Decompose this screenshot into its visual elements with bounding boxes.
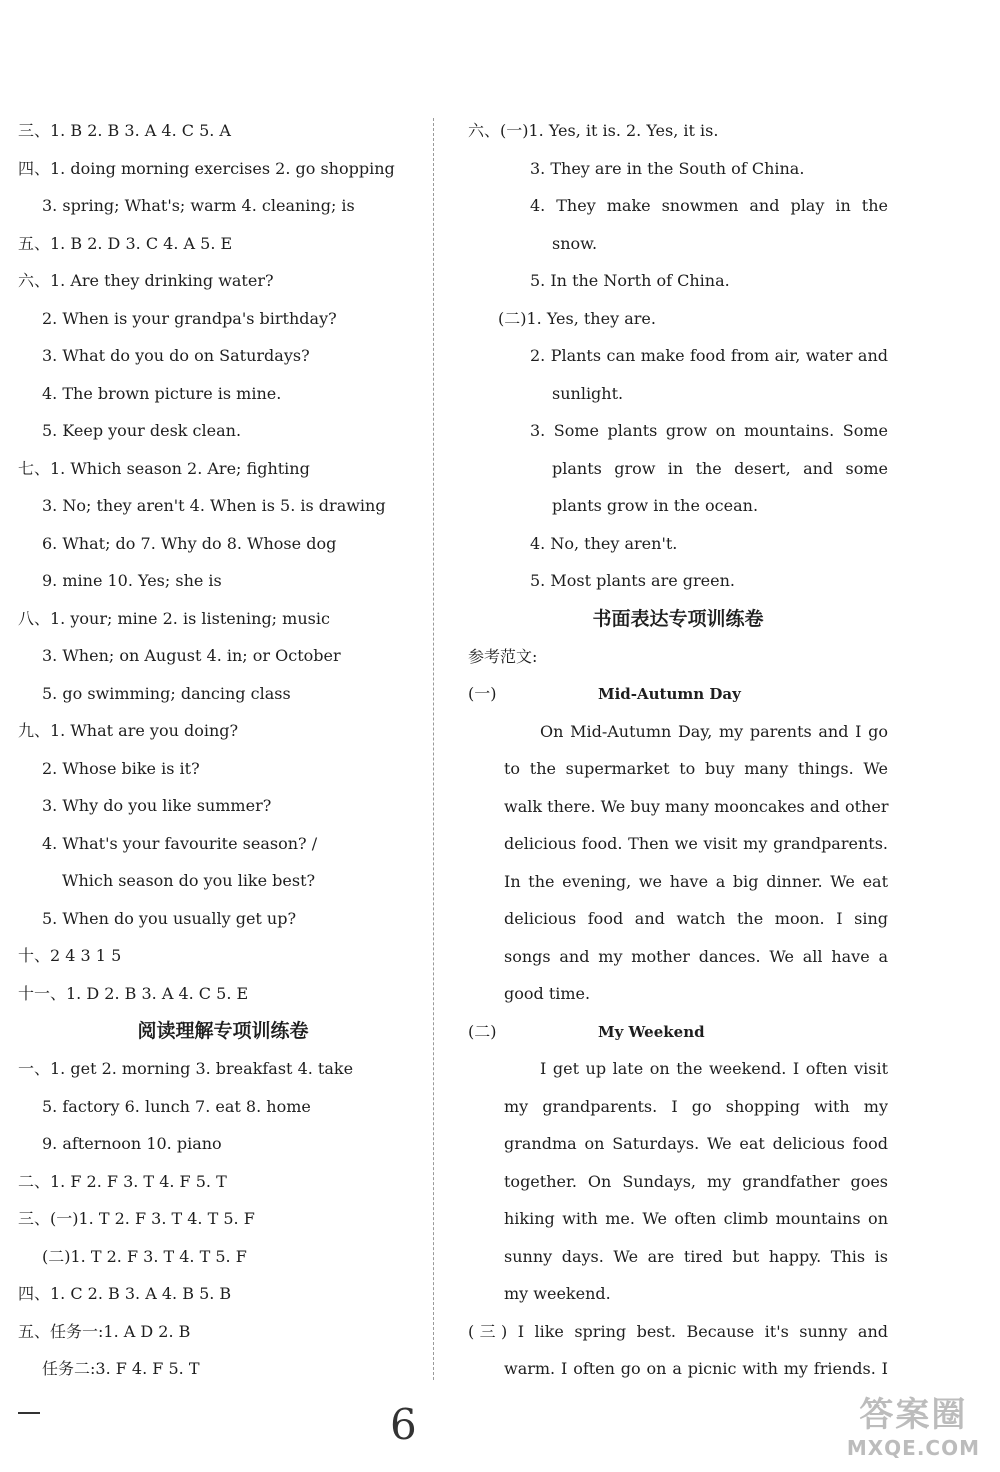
answer-line: my grandparents. I go shopping with my xyxy=(504,1096,888,1116)
page-number: 6 xyxy=(390,1400,417,1449)
answer-line: 参考范文: xyxy=(468,646,538,666)
essay-label: (二) xyxy=(468,1021,497,1041)
answer-line: 七、1. Which season 2. Are; fighting xyxy=(18,458,310,478)
answer-line: (二)1. T 2. F 3. T 4. T 5. F xyxy=(42,1246,247,1266)
watermark-url: MXQE.COM xyxy=(846,1436,980,1460)
answer-line: 6. What; do 7. Why do 8. Whose dog xyxy=(42,533,337,553)
answer-line: (三) I like spring best. Because it's sunny and xyxy=(468,1321,888,1341)
answer-line: good time. xyxy=(504,984,591,1003)
answer-line: together. On Sundays, my grandfather goes xyxy=(504,1171,888,1191)
answer-line: walk there. We buy many mooncakes and other xyxy=(504,796,889,816)
essay-label: (一) xyxy=(468,684,497,703)
answer-line: 十、2 4 3 1 5 xyxy=(18,946,122,965)
answer-line: warm. I often go on a picnic with my friends. I xyxy=(504,1359,888,1378)
answer-line: 4. They make snowmen and play in the xyxy=(530,196,888,215)
answer-line: plants grow in the ocean. xyxy=(552,496,759,515)
left-column xyxy=(18,112,428,1388)
answer-line: 4. No, they aren't. xyxy=(530,533,678,553)
answer-line: 3. They are in the South of China. xyxy=(530,158,805,178)
answer-line: 十一、1. D 2. B 3. A 4. C 5. E xyxy=(18,983,249,1003)
answer-line: 9. mine 10. Yes; she is xyxy=(42,571,222,590)
answer-line: 二、1. F 2. F 3. T 4. F 5. T xyxy=(18,1171,227,1191)
answer-line: sunny days. We are tired but happy. This is xyxy=(504,1246,888,1266)
answer-line: 2. When is your grandpa's birthday? xyxy=(42,308,337,328)
answer-line: 5. go swimming; dancing class xyxy=(42,683,291,703)
answer-line: my weekend. xyxy=(504,1284,611,1303)
answer-line: 五、1. B 2. D 3. C 4. A 5. E xyxy=(18,233,233,253)
answer-line: 九、1. What are you doing? xyxy=(18,721,239,740)
answer-line: On Mid-Autumn Day, my parents and I go xyxy=(540,721,888,741)
section-heading: 阅读理解专项训练卷 xyxy=(137,1020,309,1042)
essay-title-line xyxy=(468,1013,888,1051)
essay-title: My Weekend xyxy=(598,1022,705,1041)
answer-line: 5. Most plants are green. xyxy=(530,571,735,590)
answer-line: (二)1. Yes, they are. xyxy=(498,308,656,328)
answer-line: delicious food and watch the moon. I sing xyxy=(504,909,888,928)
answer-line: 4. What's your favourite season? / xyxy=(42,833,318,853)
answer-line: 5. Keep your desk clean. xyxy=(42,421,242,440)
answer-line: 5. factory 6. lunch 7. eat 8. home xyxy=(42,1096,311,1116)
answer-line: 八、1. your; mine 2. is listening; music xyxy=(18,608,330,628)
answer-line: sunlight. xyxy=(552,383,624,403)
answer-line: 四、1. C 2. B 3. A 4. B 5. B xyxy=(18,1284,232,1303)
answer-line: 3. spring; What's; warm 4. cleaning; is xyxy=(42,196,355,215)
answer-line: to the supermarket to buy many things. We xyxy=(504,759,888,778)
answer-line: 一、1. get 2. morning 3. breakfast 4. take xyxy=(18,1059,354,1078)
watermark xyxy=(847,1387,980,1460)
answer-line: I get up late on the weekend. I often visit xyxy=(540,1059,888,1078)
section-heading: 书面表达专项训练卷 xyxy=(592,607,764,630)
right-column xyxy=(468,112,888,1388)
answer-line: 任务二:3. F 4. F 5. T xyxy=(42,1359,200,1378)
answer-line: 2. Plants can make food from air, water and xyxy=(530,346,888,365)
answer-line: 3. Why do you like summer? xyxy=(42,796,272,815)
answer-line: 五、任务一:1. A D 2. B xyxy=(18,1321,191,1341)
answer-line: 3. No; they aren't 4. When is 5. is drawing xyxy=(42,496,386,515)
answer-line: songs and my mother dances. We all have a xyxy=(504,946,888,966)
essay-title-line xyxy=(468,675,888,713)
essay-title: Mid-Autumn Day xyxy=(598,685,741,703)
answer-line: 5. In the North of China. xyxy=(530,271,730,290)
answer-line: grandma on Saturdays. We eat delicious food xyxy=(504,1134,888,1153)
answer-line: Which season do you like best? xyxy=(62,871,316,890)
answer-line: 5. When do you usually get up? xyxy=(42,908,297,928)
answer-line: delicious food. Then we visit my grandparents. xyxy=(504,834,888,853)
answer-line: In the evening, we have a big dinner. We eat xyxy=(504,871,888,891)
answer-line: plants grow in the desert, and some xyxy=(552,458,888,478)
answer-line: 3. When; on August 4. in; or October xyxy=(42,646,341,665)
answer-line: 六、1. Are they drinking water? xyxy=(18,271,274,290)
answer-line: 3. Some plants grow on mountains. Some xyxy=(530,421,888,440)
answer-line: 三、1. B 2. B 3. A 4. C 5. A xyxy=(18,121,231,140)
answer-line: snow. xyxy=(552,233,598,253)
answer-line: 六、(一)1. Yes, it is. 2. Yes, it is. xyxy=(468,121,719,140)
answer-line: 2. Whose bike is it? xyxy=(42,758,200,778)
answer-line: 9. afternoon 10. piano xyxy=(42,1134,222,1153)
answer-line: hiking with me. We often climb mountains on xyxy=(504,1209,888,1228)
footer-dash xyxy=(18,1412,40,1414)
answer-line: 三、(一)1. T 2. F 3. T 4. T 5. F xyxy=(18,1209,255,1228)
answer-line: 4. The brown picture is mine. xyxy=(42,383,282,403)
answer-line: 3. What do you do on Saturdays? xyxy=(42,346,310,365)
watermark-logo: 答案圈 xyxy=(859,1395,968,1435)
answer-line: 四、1. doing morning exercises 2. go shopping xyxy=(18,158,395,178)
column-divider xyxy=(433,118,434,1380)
